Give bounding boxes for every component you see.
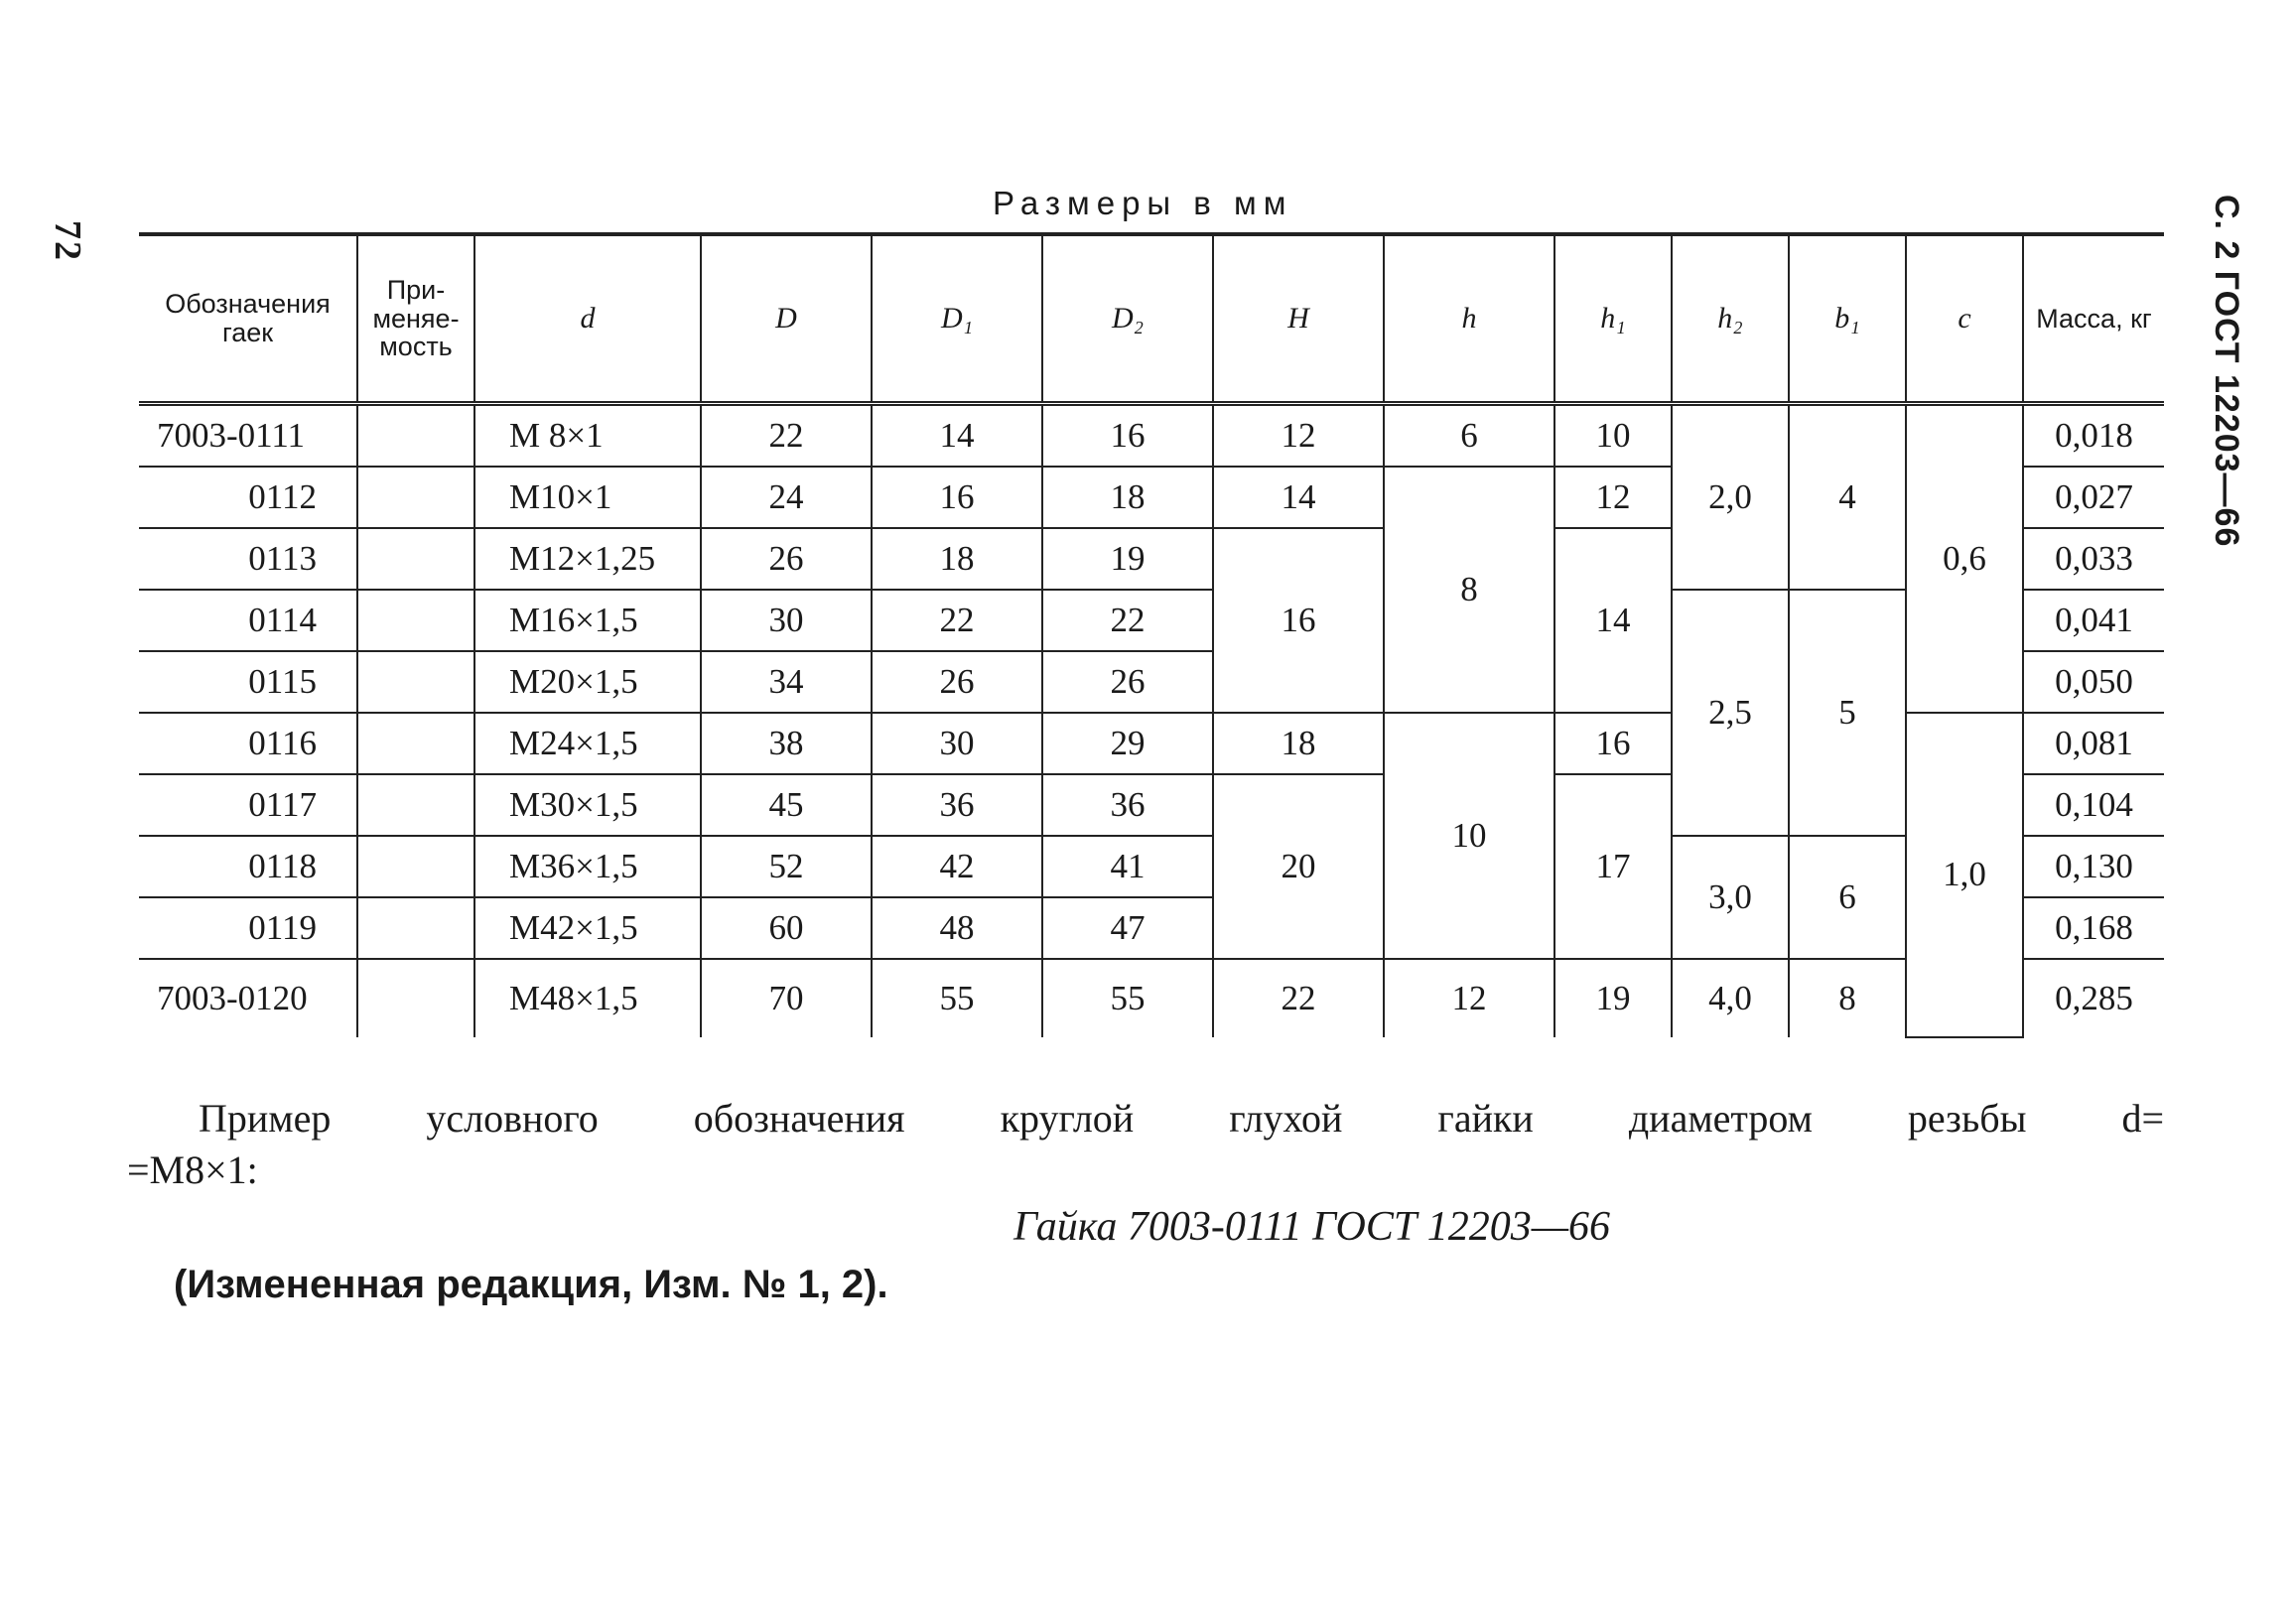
cell-applicability bbox=[357, 651, 474, 713]
cell-D1: 22 bbox=[872, 590, 1042, 651]
cell-designation: 0117 bbox=[139, 774, 357, 836]
cell-applicability bbox=[357, 403, 474, 467]
standard-header: С. 2 ГОСТ 12203—66 bbox=[2208, 195, 2245, 548]
cell-D1: 48 bbox=[872, 897, 1042, 959]
cell-D: 22 bbox=[701, 403, 872, 467]
header-h2: h₂ bbox=[1672, 234, 1789, 403]
cell-mass: 0,033 bbox=[2023, 528, 2164, 590]
cell-mass: 0,104 bbox=[2023, 774, 2164, 836]
cell-h1: 12 bbox=[1554, 467, 1672, 528]
cell-thread: М20×1,5 bbox=[474, 651, 701, 713]
cell-h1: 19 bbox=[1554, 959, 1672, 1037]
cell-b1: 4 bbox=[1789, 403, 1906, 590]
cell-D: 24 bbox=[701, 467, 872, 528]
header-d: d bbox=[474, 234, 701, 403]
cell-mass: 0,041 bbox=[2023, 590, 2164, 651]
cell-D2: 29 bbox=[1042, 713, 1213, 774]
cell-h2: 2,0 bbox=[1672, 403, 1789, 590]
cell-D1: 30 bbox=[872, 713, 1042, 774]
cell-mass: 0,130 bbox=[2023, 836, 2164, 897]
cell-thread: М24×1,5 bbox=[474, 713, 701, 774]
cell-designation: 0114 bbox=[139, 590, 357, 651]
cell-h1: 10 bbox=[1554, 403, 1672, 467]
cell-thread: М 8×1 bbox=[474, 403, 701, 467]
cell-designation: 7003-0111 bbox=[139, 403, 357, 467]
header-D: D bbox=[701, 234, 872, 403]
cell-h2: 4,0 bbox=[1672, 959, 1789, 1037]
table-row bbox=[139, 590, 2164, 651]
cell-b1: 6 bbox=[1789, 836, 1906, 959]
cell-h: 12 bbox=[1384, 959, 1554, 1037]
cell-D2: 16 bbox=[1042, 403, 1213, 467]
cell-D1: 26 bbox=[872, 651, 1042, 713]
table-row bbox=[139, 959, 2164, 1037]
table-row bbox=[139, 403, 2164, 467]
cell-applicability bbox=[357, 897, 474, 959]
cell-h1: 17 bbox=[1554, 774, 1672, 959]
cell-mass: 0,285 bbox=[2023, 959, 2164, 1037]
cell-H: 16 bbox=[1213, 528, 1384, 713]
cell-D1: 42 bbox=[872, 836, 1042, 897]
cell-thread: М16×1,5 bbox=[474, 590, 701, 651]
cell-H: 22 bbox=[1213, 959, 1384, 1037]
cell-b1: 8 bbox=[1789, 959, 1906, 1037]
header-h1: h₁ bbox=[1554, 234, 1672, 403]
cell-thread: М10×1 bbox=[474, 467, 701, 528]
cell-thread: М48×1,5 bbox=[474, 959, 701, 1037]
cell-D2: 19 bbox=[1042, 528, 1213, 590]
cell-D1: 18 bbox=[872, 528, 1042, 590]
cell-thread: М30×1,5 bbox=[474, 774, 701, 836]
cell-designation: 0119 bbox=[139, 897, 357, 959]
cell-D: 60 bbox=[701, 897, 872, 959]
edition-note: (Измененная редакция, Изм. № 1, 2). bbox=[174, 1263, 888, 1306]
cell-mass: 0,168 bbox=[2023, 897, 2164, 959]
cell-applicability bbox=[357, 467, 474, 528]
cell-mass: 0,027 bbox=[2023, 467, 2164, 528]
cell-h2: 3,0 bbox=[1672, 836, 1789, 959]
nut-dimensions-table bbox=[139, 232, 2164, 1038]
cell-D1: 14 bbox=[872, 403, 1042, 467]
cell-H: 18 bbox=[1213, 713, 1384, 774]
header-D1: D₁ bbox=[872, 234, 1042, 403]
cell-mass: 0,050 bbox=[2023, 651, 2164, 713]
cell-h1: 16 bbox=[1554, 713, 1672, 774]
header-b1: b₁ bbox=[1789, 234, 1906, 403]
cell-designation: 0112 bbox=[139, 467, 357, 528]
cell-h: 8 bbox=[1384, 467, 1554, 713]
cell-b1: 5 bbox=[1789, 590, 1906, 836]
dimensions-caption: Размеры в мм bbox=[993, 185, 1293, 221]
cell-designation: 0116 bbox=[139, 713, 357, 774]
cell-D2: 41 bbox=[1042, 836, 1213, 897]
cell-applicability bbox=[357, 959, 474, 1037]
cell-D: 30 bbox=[701, 590, 872, 651]
designation-example: Гайка 7003-0111 ГОСТ 12203—66 bbox=[1013, 1204, 1611, 1250]
cell-mass: 0,018 bbox=[2023, 403, 2164, 467]
cell-D: 26 bbox=[701, 528, 872, 590]
cell-D1: 16 bbox=[872, 467, 1042, 528]
cell-designation: 0118 bbox=[139, 836, 357, 897]
cell-c: 0,6 bbox=[1906, 403, 2023, 713]
cell-applicability bbox=[357, 836, 474, 897]
cell-thread: М36×1,5 bbox=[474, 836, 701, 897]
cell-h: 10 bbox=[1384, 713, 1554, 959]
cell-D1: 36 bbox=[872, 774, 1042, 836]
header-c: c bbox=[1906, 234, 2023, 403]
cell-D2: 47 bbox=[1042, 897, 1213, 959]
cell-applicability bbox=[357, 713, 474, 774]
cell-D: 70 bbox=[701, 959, 872, 1037]
cell-D2: 26 bbox=[1042, 651, 1213, 713]
cell-D: 52 bbox=[701, 836, 872, 897]
table-header-row bbox=[139, 234, 2164, 403]
cell-D: 45 bbox=[701, 774, 872, 836]
header-mass: Масса, кг bbox=[2023, 234, 2164, 403]
cell-h1: 14 bbox=[1554, 528, 1672, 713]
cell-H: 14 bbox=[1213, 467, 1384, 528]
cell-designation: 7003-0120 bbox=[157, 978, 308, 1017]
cell-thread: М12×1,25 bbox=[474, 528, 701, 590]
cell-D2: 55 bbox=[1042, 959, 1213, 1037]
nut-dimensions-table-wrap bbox=[139, 232, 2164, 1038]
designation-example-text: Пример условного обозначения круглой глухой гайки диаметром резьбы d= bbox=[199, 1096, 2164, 1141]
cell-D2: 22 bbox=[1042, 590, 1213, 651]
table-row bbox=[139, 836, 2164, 897]
cell-D: 34 bbox=[701, 651, 872, 713]
header-applicability: При-меняе-мость bbox=[357, 234, 474, 403]
cell-designation: 0113 bbox=[139, 528, 357, 590]
cell-h2: 2,5 bbox=[1672, 590, 1789, 836]
cell-D1: 55 bbox=[872, 959, 1042, 1037]
header-D2: D₂ bbox=[1042, 234, 1213, 403]
cell-c: 1,0 bbox=[1906, 713, 2023, 1037]
header-h: h bbox=[1384, 234, 1554, 403]
cell-applicability bbox=[357, 528, 474, 590]
cell-D2: 36 bbox=[1042, 774, 1213, 836]
cell-D2: 18 bbox=[1042, 467, 1213, 528]
cell-H: 12 bbox=[1213, 403, 1384, 467]
page-number: 72 bbox=[47, 220, 88, 262]
cell-h: 6 bbox=[1384, 403, 1554, 467]
cell-applicability bbox=[357, 774, 474, 836]
cell-mass: 0,081 bbox=[2023, 713, 2164, 774]
cell-applicability bbox=[357, 590, 474, 651]
cell-H: 20 bbox=[1213, 774, 1384, 959]
designation-example-text-continued: =М8×1: bbox=[127, 1147, 258, 1192]
cell-D: 38 bbox=[701, 713, 872, 774]
cell-designation: 0115 bbox=[139, 651, 357, 713]
cell-thread: М42×1,5 bbox=[474, 897, 701, 959]
header-designation: Обозначения гаек bbox=[139, 234, 357, 403]
header-H: H bbox=[1213, 234, 1384, 403]
